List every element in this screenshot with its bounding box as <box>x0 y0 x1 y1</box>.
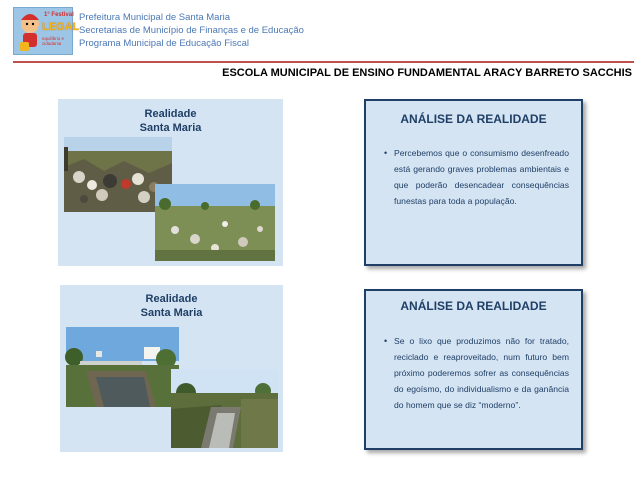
analysis-text: Se o lixo que produzimos não for tratado, reciclado e reaproveitado, num futuro bem próximo poderemos sofrer as consequências do egoísmo, do individualismo e da ganância do homem que se diz “moderno”. <box>394 336 569 410</box>
festival-logo <box>13 7 80 55</box>
analysis-title: ANÁLISE DA REALIDADE <box>400 112 547 126</box>
littered-field-photo <box>155 184 275 261</box>
polluted-stream-photo <box>171 369 278 448</box>
analysis-text: Percebemos que o consumismo desenfreado está gerando graves problemas ambientais e que poderão desencadear consequências funestas para toda a população. <box>394 148 569 206</box>
analysis-paragraph <box>384 145 569 209</box>
analysis-box-1 <box>364 99 583 266</box>
analysis-title: ANÁLISE DA REALIDADE <box>400 299 547 313</box>
logo-text-line-3: equilíbrio e cidadania <box>42 36 65 46</box>
logo-text-line-1: 1° Festival <box>44 12 74 18</box>
panel-heading-line1: Realidade <box>145 293 198 305</box>
logo-text-line-2: LEGAL <box>42 21 80 33</box>
bullet-icon: • <box>384 336 388 346</box>
photo-panel-2 <box>60 285 283 452</box>
org-line-prefeitura: Prefeitura Municipal de Santa Maria <box>79 12 231 23</box>
school-title: ESCOLA MUNICIPAL DE ENSINO FUNDAMENTAL ARACY BARRETO SACCHIS <box>222 67 632 79</box>
header-divider <box>13 61 634 63</box>
organization-lines <box>79 11 304 50</box>
panel-heading-line2: Santa Maria <box>139 122 202 134</box>
panel-heading-line2: Santa Maria <box>140 307 203 319</box>
panel-heading-line1: Realidade <box>144 108 197 120</box>
analysis-paragraph <box>384 333 569 413</box>
photo-panel-1 <box>58 99 283 266</box>
analysis-box-2 <box>364 289 583 450</box>
bullet-icon: • <box>384 148 388 158</box>
org-line-secretarias: Secretarias de Município de Finanças e de Educação <box>79 25 304 36</box>
river-bridge-photo <box>66 327 179 407</box>
org-line-programa: Programa Municipal de Educação Fiscal <box>79 38 250 49</box>
